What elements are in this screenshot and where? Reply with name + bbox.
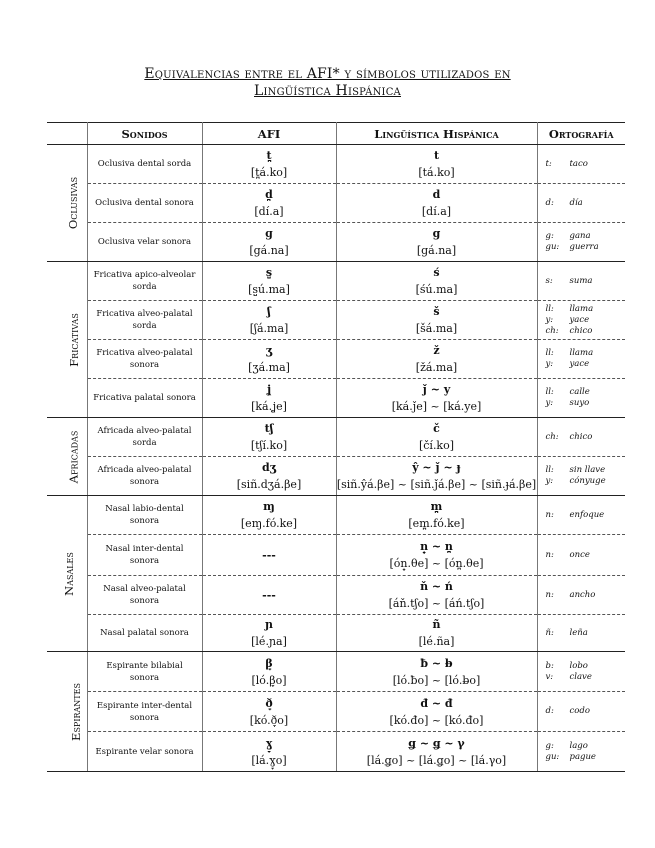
ortografia-cell (537, 340, 625, 379)
lh-symbol: g (432, 227, 441, 240)
afi-example: [ʒá.ma] (248, 361, 290, 374)
lh-cell (336, 535, 537, 576)
ortografia-cell (537, 223, 625, 262)
ortografia-word: guerra (569, 242, 599, 252)
header-empty (47, 123, 87, 145)
ortografia-line (546, 348, 626, 359)
afi-symbol: β̞ (265, 656, 273, 670)
lh-symbol: š (433, 305, 440, 318)
lh-cell (336, 457, 537, 496)
afi-symbol: ʒ (265, 344, 273, 357)
table-row (47, 692, 625, 732)
ortografia-word: yace (569, 314, 590, 325)
ortografia-line (546, 198, 626, 209)
ortografia-letter: ch: (545, 325, 559, 336)
table-row (47, 262, 625, 301)
group-label: Oclusivas (66, 176, 81, 230)
afi-example: [gá.na] (249, 244, 289, 257)
ortografia-letter: y: (545, 314, 554, 325)
lh-example: [ká.ǰe] ~ [ká.ye] (391, 400, 482, 413)
ortografia-word: chico (569, 431, 593, 442)
ortografia-line (546, 752, 626, 763)
ortografia-line (546, 628, 626, 639)
title-line-2: Lingüística Hispánica (254, 83, 401, 99)
lh-cell (336, 223, 537, 262)
afi-example: [t̪á.ko] (250, 166, 288, 179)
sonido-cell: Nasal palatal sonora (87, 615, 202, 652)
lh-symbol: d (432, 188, 441, 201)
ortografia-letter: b: (545, 660, 554, 671)
ortografia-cell (537, 615, 625, 652)
afi-example: [s̺ú.ma] (248, 283, 290, 296)
ortografia-word: gana (569, 231, 591, 241)
ortografia-word: once (569, 549, 590, 560)
afi-example: [siñ.dʒá.βe] (236, 478, 302, 491)
ortografia-word: ancho (569, 589, 596, 600)
afi-cell (202, 576, 336, 615)
lh-cell (336, 652, 537, 692)
sonido-cell: Nasal alveo-palatal sonora (87, 576, 202, 615)
lh-example: [lá.ǥo] ~ [lá.ǥo] ~ [lá.γo] (366, 753, 507, 767)
lh-cell (336, 145, 537, 184)
ortografia-cell (537, 301, 625, 340)
afi-cell (202, 692, 336, 732)
header-ortografia: Ortografía (537, 123, 625, 145)
afi-example: [ká.ʝe] (251, 400, 287, 413)
ortografia-word: cónyuge (569, 476, 606, 486)
ortografia-letter: gu: (545, 751, 560, 762)
lh-cell (336, 692, 537, 732)
lh-symbol: ž (433, 344, 440, 357)
ortografia-line (546, 159, 626, 170)
ortografia-line (546, 242, 626, 253)
ortografia-line (546, 231, 626, 242)
afi-symbol: --- (262, 588, 276, 602)
table-row (47, 418, 625, 457)
lh-symbol: ñ (432, 618, 441, 631)
group-label-cell (47, 145, 87, 262)
lh-cell (336, 262, 537, 301)
header-afi: AFI (202, 123, 336, 145)
ortografia-word: leña (569, 627, 588, 638)
afi-symbol: t̪ (266, 149, 272, 162)
table-row (47, 223, 625, 262)
group-label-cell (47, 262, 87, 418)
group-label-cell (47, 496, 87, 652)
ortografia-letter: n: (545, 549, 554, 560)
lh-example: [em̪.fó.ke] (408, 517, 465, 530)
group-label: Fricativas (66, 312, 81, 367)
table-row (47, 732, 625, 772)
afi-symbol: --- (262, 548, 276, 562)
sonido-cell: Oclusiva dental sonora (87, 184, 202, 223)
afi-symbol: ɱ (263, 500, 275, 513)
group-label-cell (47, 652, 87, 772)
sonido-cell: Fricativa alveo-palatal sorda (87, 301, 202, 340)
table-row (47, 496, 625, 535)
ortografia-letter: ll: (545, 465, 554, 475)
ortografia-line (546, 465, 626, 476)
sonido-cell: Fricativa alveo-palatal sonora (87, 340, 202, 379)
header-sonidos: Sonidos (87, 123, 202, 145)
sonido-cell: Oclusiva dental sorda (87, 145, 202, 184)
sonido-cell: Fricativa apico-alveolar sorda (87, 262, 202, 301)
afi-symbol: ɡ (265, 227, 273, 240)
lh-symbol: m̪ (430, 500, 443, 513)
ortografia-letter: gu: (545, 242, 560, 252)
group-label-cell (47, 418, 87, 496)
equivalence-table (47, 122, 625, 772)
ortografia-letter: d: (545, 197, 554, 208)
ortografia-letter: ll: (545, 348, 554, 358)
lh-cell (336, 732, 537, 772)
ortografia-letter: n: (545, 509, 554, 520)
sonido-cell: Africada alveo-palatal sorda (87, 418, 202, 457)
ortografia-line (546, 672, 626, 683)
ortografia-letter: v: (545, 671, 554, 682)
lh-cell (336, 576, 537, 615)
lh-example: [žá.ma] (415, 361, 458, 374)
table-row (47, 652, 625, 692)
header-linguistica-hispanica: Lingüística Hispánica (336, 123, 537, 145)
afi-symbol: ʝ (266, 383, 272, 396)
afi-symbol: tʃ (264, 422, 274, 435)
afi-cell (202, 457, 336, 496)
lh-example: [ón̟.θe] ~ [ón̪.θe] (389, 557, 484, 570)
ortografia-word: chico (569, 325, 593, 336)
table-row (47, 535, 625, 576)
ortografia-cell (537, 496, 625, 535)
lh-example: [čí.ko] (418, 439, 455, 452)
lh-example: [áň.tʃo] ~ [áń.tʃo] (388, 597, 485, 610)
table-row (47, 301, 625, 340)
table-row (47, 457, 625, 496)
ortografia-line (546, 741, 626, 752)
ortografia-word: llama (569, 348, 594, 358)
ortografia-line (546, 326, 626, 337)
lh-symbol: ň ~ ń (420, 580, 453, 593)
afi-cell (202, 732, 336, 772)
ortografia-line (546, 359, 626, 370)
ortografia-line (546, 276, 626, 287)
afi-symbol: ɣ̞ (265, 736, 273, 750)
ortografia-letter: ch: (545, 431, 559, 442)
ortografia-letter: y: (545, 398, 554, 408)
ortografia-line (546, 476, 626, 487)
ortografia-word: llama (569, 303, 594, 314)
ortografia-word: yace (569, 359, 590, 369)
ortografia-letter: y: (545, 359, 554, 369)
sonido-cell: Oclusiva velar sonora (87, 223, 202, 262)
lh-example: [gá.na] (416, 244, 457, 257)
lh-example: [tá.ko] (418, 166, 455, 179)
ortografia-letter: t: (545, 158, 552, 169)
title-line-1: Equivalencias entre el AFI* y símbolos utilizados en (144, 66, 511, 82)
afi-cell (202, 301, 336, 340)
afi-example: [kó.ð̞o] (249, 713, 289, 727)
sonido-cell: Espirante bilabial sonora (87, 652, 202, 692)
afi-symbol: d̪ (265, 188, 273, 201)
group-label: Africadas (66, 430, 81, 483)
lh-symbol: đ ~ đ (420, 696, 453, 710)
lh-cell (336, 184, 537, 223)
ortografia-word: clave (569, 671, 592, 682)
ortografia-letter: g: (545, 231, 554, 241)
lh-example: [śú.ma] (415, 283, 458, 296)
ortografia-word: lobo (569, 660, 588, 671)
ortografia-cell (537, 262, 625, 301)
ortografia-word: sin llave (569, 465, 606, 475)
afi-example: [ló.β̞o] (251, 673, 287, 687)
afi-example: [lá.ɣ̞o] (251, 753, 287, 767)
ortografia-line (546, 432, 626, 443)
ortografia-letter: d: (545, 706, 554, 716)
ortografia-word: suyo (569, 398, 590, 408)
lh-symbol: ƀ ~ b̶ (420, 656, 453, 670)
sonido-cell: Nasal labio-dental sonora (87, 496, 202, 535)
afi-symbol: s̺ (265, 266, 273, 279)
ortografia-cell (537, 379, 625, 418)
lh-cell (336, 379, 537, 418)
afi-cell (202, 223, 336, 262)
ortografia-letter: ll: (545, 387, 554, 397)
table-row (47, 184, 625, 223)
afi-cell (202, 496, 336, 535)
lh-example: [lé.ña] (418, 635, 455, 648)
afi-cell (202, 535, 336, 576)
table-row (47, 340, 625, 379)
lh-example: [ló.ƀo] ~ [ló.b̶o] (392, 673, 481, 687)
ortografia-word: taco (569, 158, 588, 169)
ortografia-line (546, 398, 626, 409)
afi-example: [dí.a] (254, 205, 284, 218)
afi-symbol: ɲ (265, 618, 273, 631)
ortografia-word: día (569, 197, 583, 208)
ortografia-cell (537, 535, 625, 576)
ortografia-line (546, 387, 626, 398)
afi-cell (202, 145, 336, 184)
group-label: Espirantes (68, 682, 83, 741)
table-row (47, 379, 625, 418)
afi-cell (202, 418, 336, 457)
lh-cell (336, 340, 537, 379)
ortografia-line (546, 706, 626, 717)
lh-example: [siñ.ŷá.βe] ~ [siñ.ǰá.βe] ~ [siñ.ɟá.βe] (336, 478, 537, 491)
lh-example: [šá.ma] (415, 322, 458, 335)
table-row (47, 576, 625, 615)
ortografia-cell (537, 732, 625, 772)
lh-symbol: ŷ ~ ǰ ~ ɟ (412, 461, 461, 474)
ortografia-word: calle (569, 387, 590, 397)
ortografia-word: pague (569, 751, 596, 762)
table-body (47, 145, 625, 772)
afi-cell (202, 340, 336, 379)
lh-symbol: ǥ ~ ǥ ~ γ (408, 736, 465, 750)
lh-symbol: t (433, 149, 440, 162)
ortografia-cell (537, 692, 625, 732)
sonido-cell: Espirante velar sonora (87, 732, 202, 772)
group-label: Nasales (61, 551, 76, 596)
ortografia-cell (537, 418, 625, 457)
ortografia-word: lago (569, 740, 588, 751)
ortografia-letter: ñ: (545, 627, 554, 638)
ortografia-letter: n: (545, 589, 554, 600)
sonido-cell: Africada alveo-palatal sonora (87, 457, 202, 496)
ortografia-word: codo (569, 706, 590, 716)
lh-symbol: ǰ ~ y (422, 383, 451, 396)
afi-cell (202, 262, 336, 301)
ortografia-cell (537, 652, 625, 692)
ortografia-line (546, 661, 626, 672)
lh-example: [dí.a] (421, 205, 452, 218)
ortografia-line (546, 590, 626, 601)
document-title (0, 66, 655, 100)
afi-symbol: ð̞ (265, 696, 273, 710)
afi-cell (202, 615, 336, 652)
lh-symbol: ś (433, 266, 440, 279)
lh-symbol: n̟ ~ n̪ (420, 540, 453, 553)
ortografia-letter: y: (545, 476, 554, 486)
lh-cell (336, 418, 537, 457)
lh-cell (336, 496, 537, 535)
afi-cell (202, 184, 336, 223)
afi-cell (202, 652, 336, 692)
ortografia-line (546, 550, 626, 561)
table-row (47, 145, 625, 184)
ortografia-line (546, 510, 626, 521)
table-row (47, 615, 625, 652)
lh-cell (336, 615, 537, 652)
ortografia-cell (537, 145, 625, 184)
ortografia-letter: ll: (545, 303, 554, 314)
afi-example: [ʃá.ma] (249, 322, 289, 335)
ortografia-word: suma (569, 275, 593, 286)
afi-symbol: ʃ (267, 305, 271, 318)
afi-symbol: dʒ (262, 461, 276, 474)
afi-example: [lé.ɲa] (251, 635, 287, 648)
ortografia-line (546, 315, 626, 326)
afi-cell (202, 379, 336, 418)
ortografia-cell (537, 184, 625, 223)
ortografia-cell (537, 457, 625, 496)
ortografia-letter: s: (545, 275, 553, 286)
sonido-cell: Nasal inter-dental sonora (87, 535, 202, 576)
sonido-cell: Espirante inter-dental sonora (87, 692, 202, 732)
ortografia-word: enfoque (569, 509, 605, 520)
afi-example: [tʃí.ko] (250, 439, 288, 452)
ortografia-line (546, 304, 626, 315)
lh-symbol: č (433, 422, 440, 435)
lh-example: [kó.đo] ~ [kó.đo] (389, 713, 484, 727)
ortografia-cell (537, 576, 625, 615)
afi-example: [eɱ.fó.ke] (240, 517, 298, 530)
lh-cell (336, 301, 537, 340)
sonido-cell: Fricativa palatal sonora (87, 379, 202, 418)
ortografia-letter: g: (545, 740, 554, 751)
